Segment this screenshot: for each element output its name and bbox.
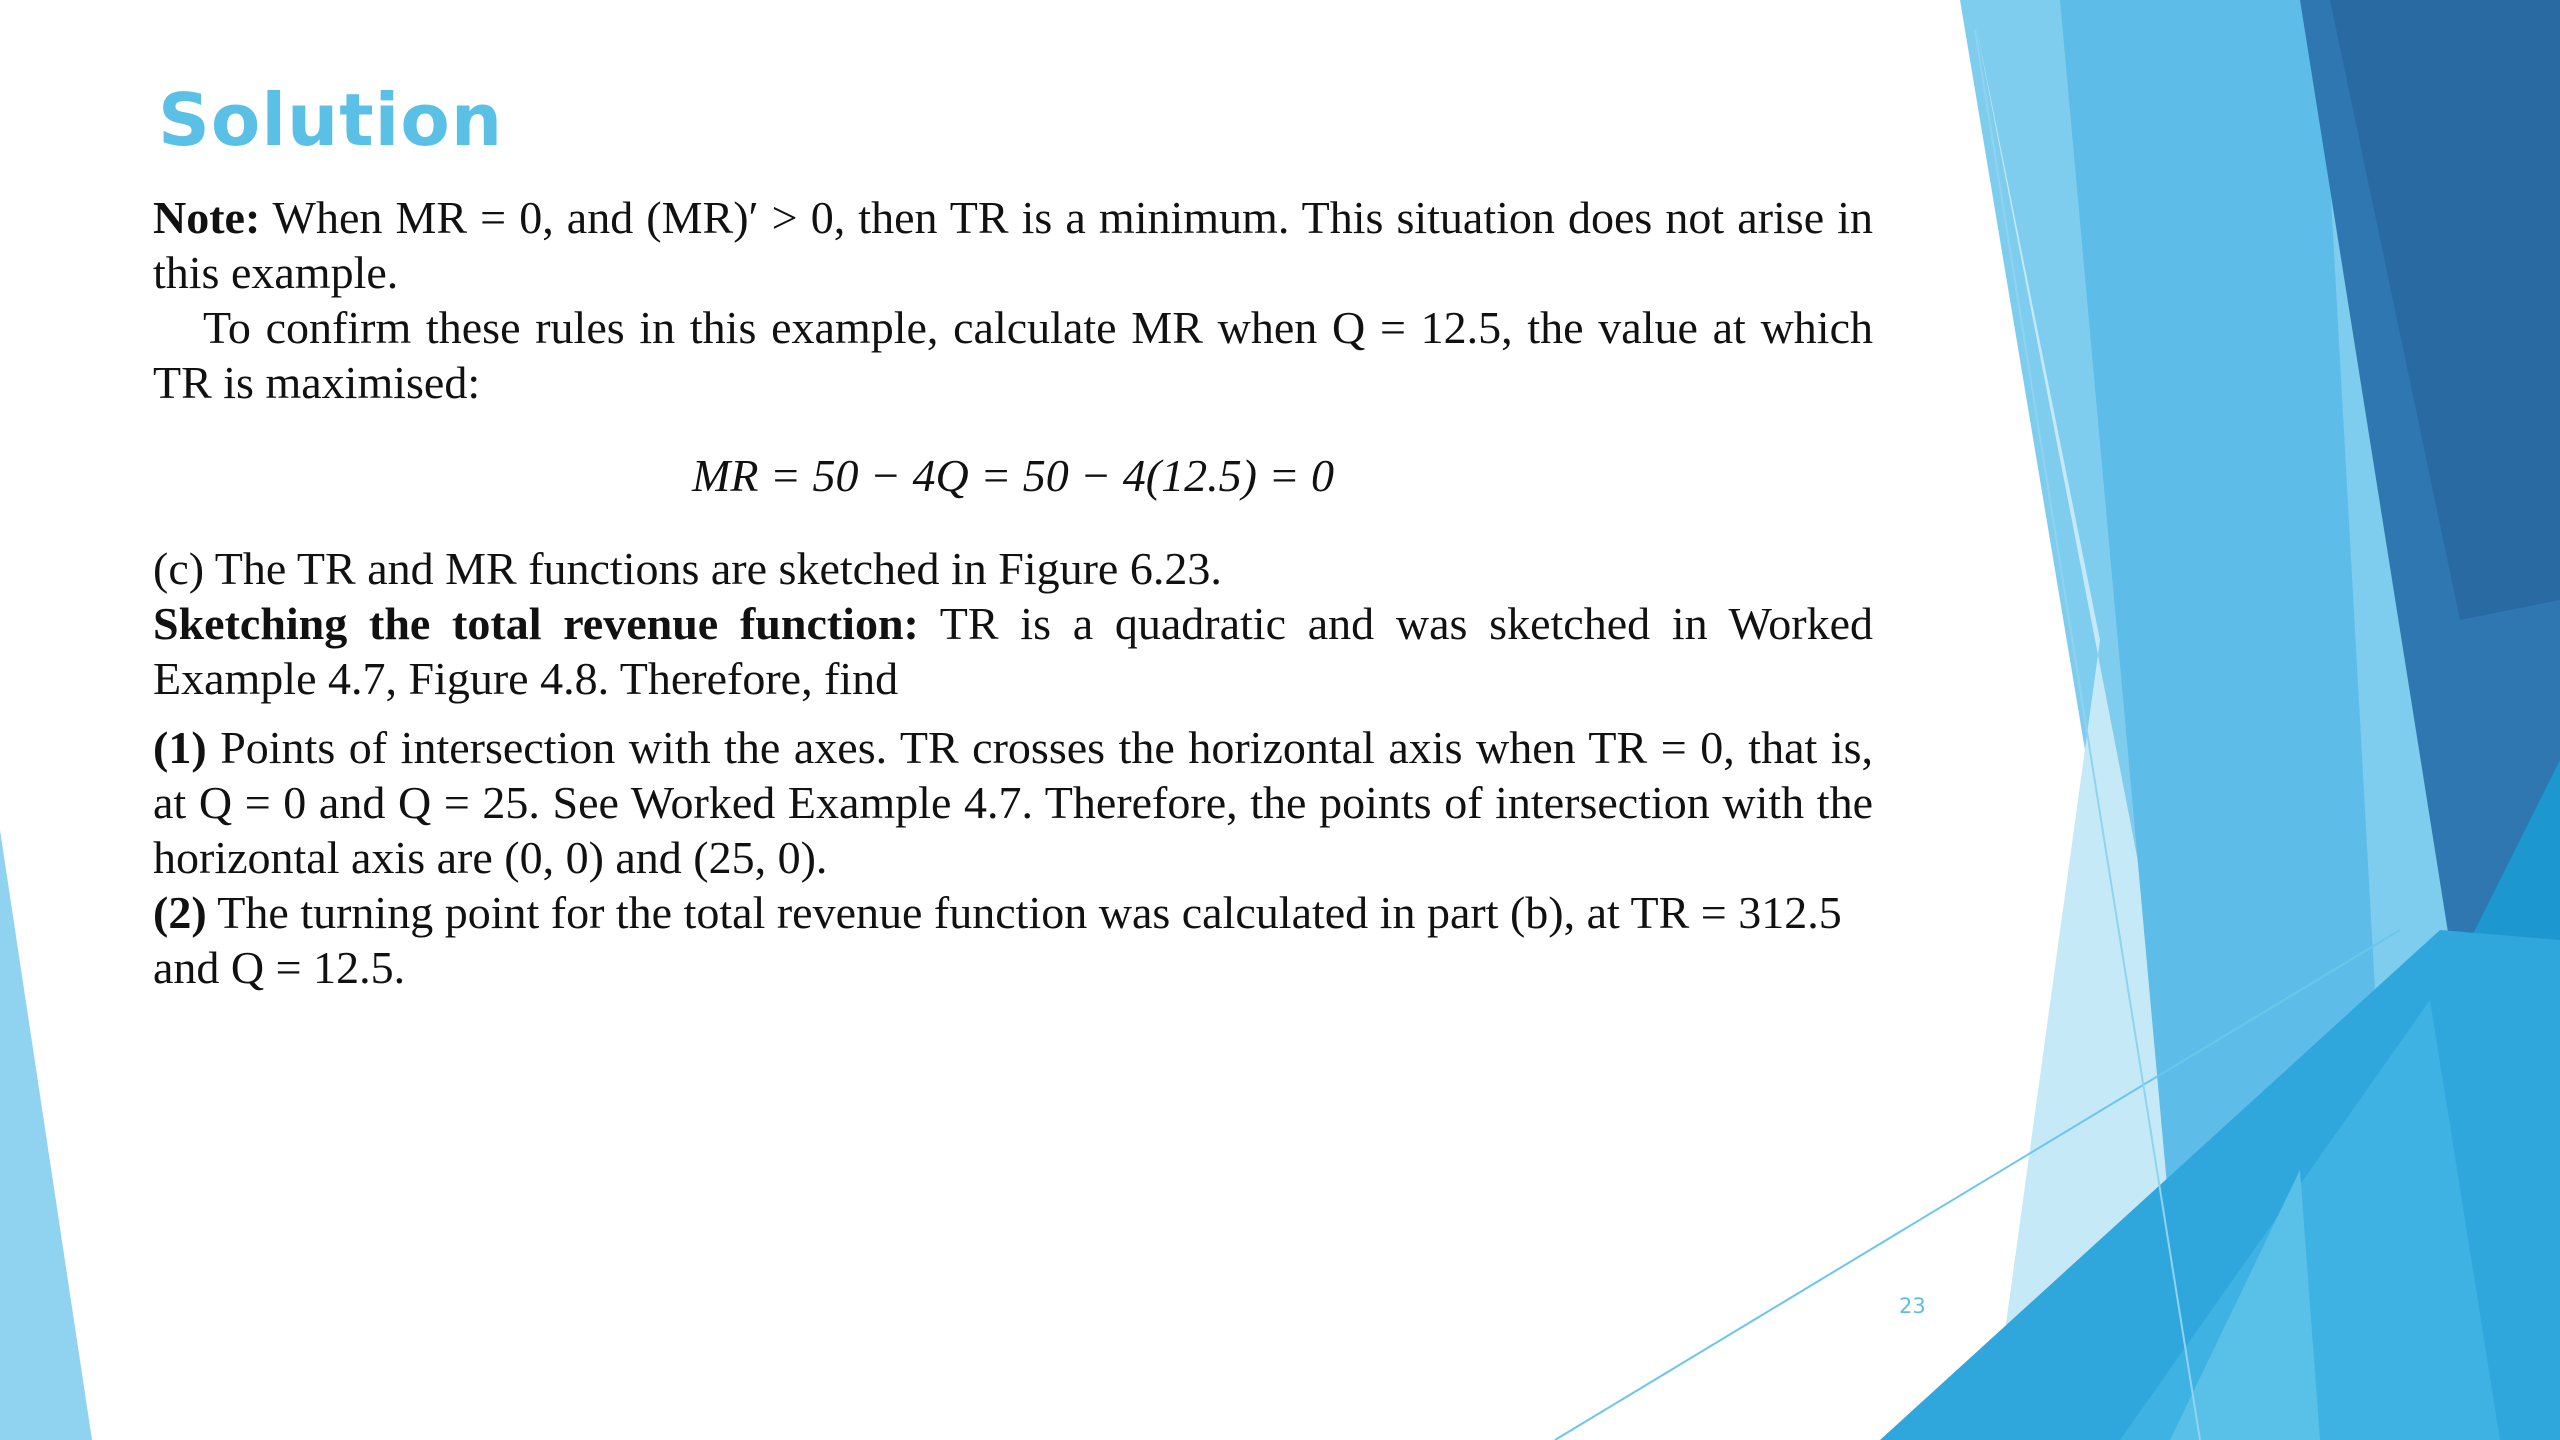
slide-content (153, 190, 1873, 995)
sketching-paragraph (153, 596, 1873, 706)
point-2-paragraph (153, 885, 1873, 995)
note-label: Note: (153, 192, 261, 243)
note-text: When MR = 0, and (MR)′ > 0, then TR is a minimum. This situation does not arise in this example. (153, 192, 1873, 298)
point-1-paragraph (153, 720, 1873, 885)
slide-title: Solution (158, 78, 504, 162)
equation: MR = 50 − 4Q = 50 − 4(12.5) = 0 (692, 450, 1334, 501)
left-edge-shape (0, 830, 92, 1440)
page-number: 23 (1899, 1294, 1926, 1318)
confirm-paragraph: To confirm these rules in this example, calculate MR when Q = 12.5, the value at which TR is maximised: (153, 302, 1873, 408)
point-1-text: Points of intersection with the axes. TR crosses the horizontal axis when TR = 0, that is, at Q = 0 and Q = 25. See Worked Example 4.7. Therefore, the points of intersection with the horizontal axis are (0, 0) and (25, 0). (153, 722, 1873, 883)
sketching-label: Sketching the total revenue function: (153, 598, 919, 649)
point-1-label: (1) (153, 722, 207, 773)
note-paragraph (153, 190, 1873, 300)
part-c-paragraph: (c) The TR and MR functions are sketched in Figure 6.23. (153, 543, 1222, 594)
point-2-text: The turning point for the total revenue function was calculated in part (b), at TR = 312.5 and Q = 12.5. (153, 887, 1842, 993)
point-2-label: (2) (153, 887, 207, 938)
sketching-text: TR is a quadratic and was sketched in Worked Example 4.7, Figure 4.8. Therefore, find (153, 598, 1874, 704)
